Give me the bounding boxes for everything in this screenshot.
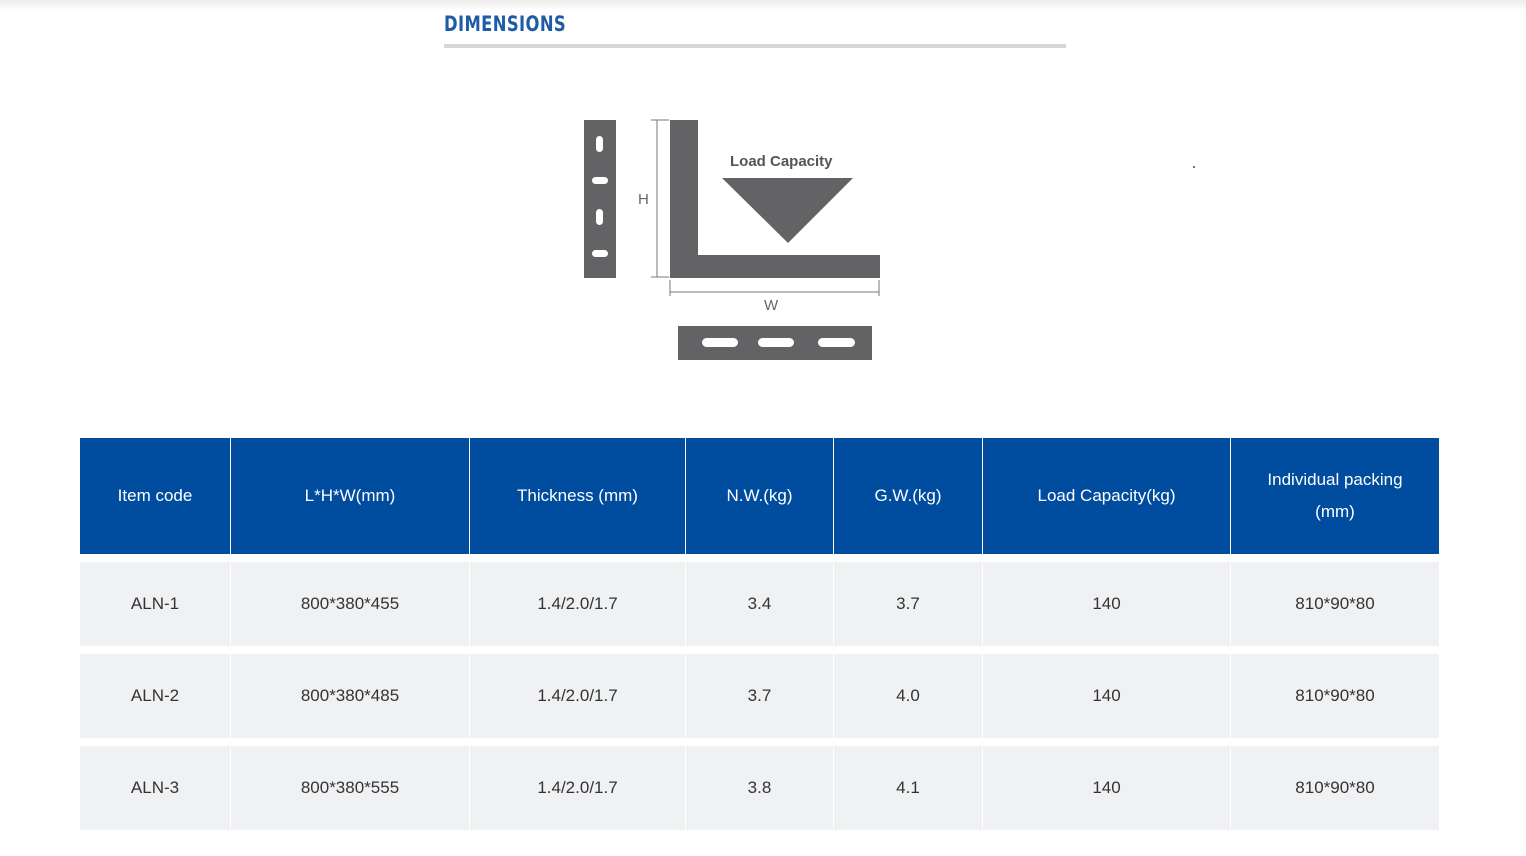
cell-net-weight: 3.4: [686, 562, 834, 646]
cell-load-capacity: 140: [983, 654, 1231, 738]
cell-load-capacity: 140: [983, 562, 1231, 646]
header-item-code: Item code: [80, 438, 231, 554]
table-row: [80, 746, 1439, 830]
width-label: W: [764, 297, 779, 314]
cell-gross-weight: 4.1: [834, 746, 983, 830]
specification-table: [80, 438, 1439, 830]
slot-vertical: [596, 136, 603, 152]
cell-lhw: 800*380*485: [231, 654, 470, 738]
cell-load-capacity: 140: [983, 746, 1231, 830]
bracket-vertical-arm: [670, 120, 698, 278]
header-gross-weight: G.W.(kg): [834, 438, 983, 554]
slot-horizontal: [702, 338, 738, 347]
table-row: [80, 654, 1439, 738]
cell-net-weight: 3.8: [686, 746, 834, 830]
slot-horizontal: [758, 338, 794, 347]
header-thickness: Thickness (mm): [470, 438, 686, 554]
cell-lhw: 800*380*555: [231, 746, 470, 830]
slot-vertical: [596, 209, 603, 225]
header-load-capacity: Load Capacity(kg): [983, 438, 1231, 554]
cell-thickness: 1.4/2.0/1.7: [470, 654, 686, 738]
cell-individual-packing: 810*90*80: [1231, 562, 1439, 646]
bracket-dimension-diagram: [0, 0, 1526, 400]
cell-gross-weight: 3.7: [834, 562, 983, 646]
cell-lhw: 800*380*455: [231, 562, 470, 646]
slot-horizontal: [818, 338, 855, 347]
height-label: H: [638, 191, 649, 208]
cell-thickness: 1.4/2.0/1.7: [470, 562, 686, 646]
header-net-weight: N.W.(kg): [686, 438, 834, 554]
slot-horizontal: [592, 250, 608, 257]
cell-item-code: ALN-1: [80, 562, 231, 646]
header-lhw: L*H*W(mm): [231, 438, 470, 554]
cell-thickness: 1.4/2.0/1.7: [470, 746, 686, 830]
load-capacity-label: Load Capacity: [730, 153, 833, 170]
table-header-row: [80, 438, 1439, 554]
load-capacity-triangle: [722, 178, 853, 243]
slot-horizontal: [592, 177, 608, 184]
cell-gross-weight: 4.0: [834, 654, 983, 738]
cell-individual-packing: 810*90*80: [1231, 654, 1439, 738]
stray-dot: [1193, 166, 1195, 168]
cell-item-code: ALN-2: [80, 654, 231, 738]
header-individual-packing: Individual packing (mm): [1231, 438, 1439, 554]
cell-item-code: ALN-3: [80, 746, 231, 830]
cell-net-weight: 3.7: [686, 654, 834, 738]
bracket-horizontal-arm: [670, 255, 880, 278]
section-title: DIMENSIONS: [444, 12, 567, 36]
cell-individual-packing: 810*90*80: [1231, 746, 1439, 830]
table-row: [80, 562, 1439, 646]
